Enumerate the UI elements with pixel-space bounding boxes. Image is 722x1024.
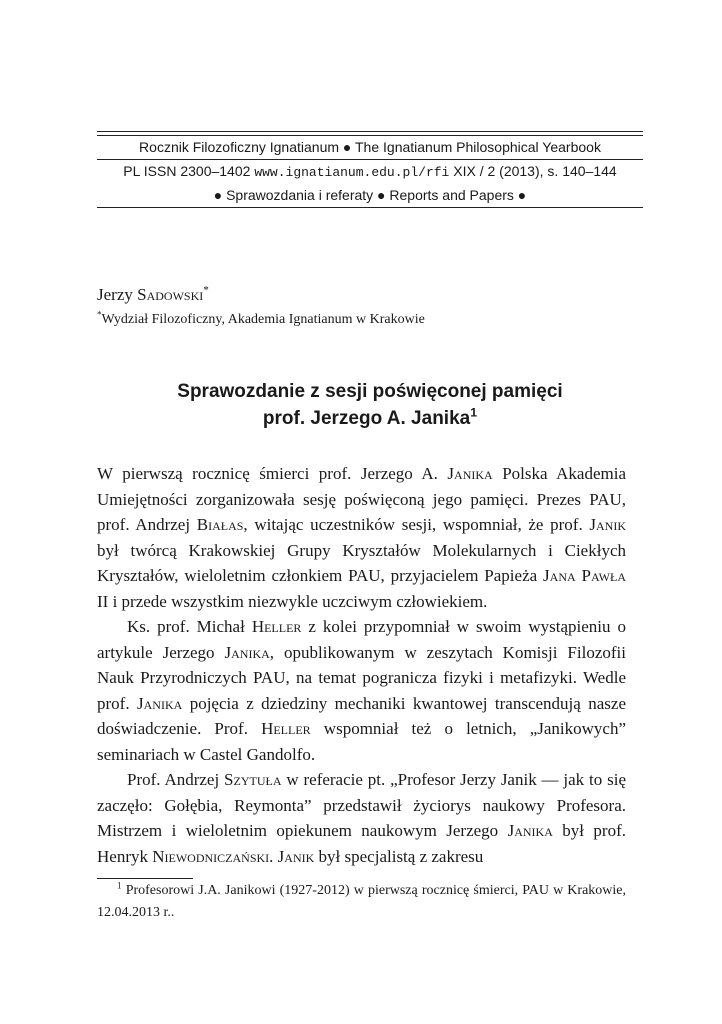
footnote-text: Profesorowi J.A. Janikowi (1927-2012) w pierwszą rocznicę śmierci, PAU w Krakowie, 12.04.2013 r.. bbox=[97, 883, 627, 920]
name-small-caps: Szytuła bbox=[224, 770, 282, 789]
author-first-name: Jerzy bbox=[97, 285, 133, 304]
journal-header bbox=[97, 131, 643, 208]
text-run: pojęcia z dziedziny mechaniki kwantowej transcendują nasze doświadczenie. Prof. bbox=[97, 693, 626, 738]
name-small-caps: Janik bbox=[589, 515, 626, 534]
name-small-caps: Heller bbox=[251, 617, 302, 636]
journal-issue-line bbox=[97, 160, 643, 184]
name-small-caps: Janika bbox=[224, 642, 270, 662]
text-run: był twórcą Krakowskiej Grupy Kryształów Molekularnych i Ciekłych Kryształów, wieloletnim członkiem PAU, przyjacielem Papieża bbox=[97, 540, 626, 585]
text-run: Prof. Andrzej bbox=[127, 770, 225, 789]
footnote-reference[interactable]: 1 bbox=[470, 405, 478, 420]
text-run: był prof. Henryk bbox=[97, 821, 627, 866]
text-run: , witając uczestników sesji, wspomniał, że prof. bbox=[243, 515, 590, 534]
footnote-number-wrap bbox=[97, 880, 126, 898]
author-mark: * bbox=[203, 284, 209, 297]
text-run: II i przede wszystkim niezwykle uczciwym człowiekiem. bbox=[97, 591, 488, 611]
name-small-caps: Niewodniczański bbox=[152, 846, 270, 866]
title-line-2 bbox=[97, 405, 643, 432]
footnote-rule bbox=[97, 878, 193, 879]
issn: PL ISSN 2300–1402 bbox=[123, 163, 251, 179]
name-small-caps: Heller bbox=[261, 719, 311, 738]
name-small-caps: Jana Pawła bbox=[543, 566, 626, 585]
author-surname: Sadowski bbox=[137, 285, 204, 304]
name-small-caps: Janika bbox=[137, 693, 183, 713]
text-run: z kolei przypomniał w swoim wystąpieniu o artykule Jerzego bbox=[97, 617, 626, 662]
text-run: W pierwszą rocznicę śmierci prof. Jerzego A. bbox=[97, 464, 448, 483]
affiliation-mark: * bbox=[97, 309, 102, 320]
paragraph-2 bbox=[97, 614, 626, 767]
paragraph-3 bbox=[97, 767, 626, 869]
text-run: wspomniał też o letnich, „Janikowych” seminariach w Castel Gandolfo. bbox=[97, 719, 626, 764]
footnote-number: 1 bbox=[117, 880, 122, 891]
title-line-2-text: prof. Jerzego A. Janika bbox=[262, 408, 471, 429]
affiliation-text: Wydział Filozoficzny, Akademia Ignatianum w Krakowie bbox=[101, 312, 425, 327]
author-affiliation bbox=[97, 310, 425, 330]
title-line-1: Sprawozdanie z sesji poświęconej pamięci bbox=[177, 381, 563, 402]
text-run: . bbox=[269, 846, 278, 866]
journal-title-line: Rocznik Filozoficzny Ignatianum ● The Ignatianum Philosophical Yearbook bbox=[139, 139, 601, 155]
text-run: , opublikowanym w zeszytach Komisji Filozofii Nauk Przyrodniczych PAU, na temat pogranicza fizyki i metafizyki. Wedle prof. bbox=[97, 642, 626, 713]
text-run: Polska Akademia Umiejętności zorganizowała sesję poświęconą jego pamięci. Prezes PAU, prof. Andrzej bbox=[97, 464, 626, 534]
author-name bbox=[97, 283, 425, 307]
text-run: był specjalistą z zakresu bbox=[314, 846, 484, 866]
text-run: Ks. prof. Michał bbox=[127, 617, 252, 636]
article-title bbox=[97, 378, 643, 432]
author-block bbox=[97, 283, 425, 330]
article-body bbox=[97, 461, 626, 869]
footnote bbox=[97, 880, 626, 924]
issue-info: XIX / 2 (2013), s. 140–144 bbox=[453, 163, 617, 179]
paragraph-1 bbox=[97, 461, 626, 614]
name-small-caps: Janika bbox=[507, 821, 553, 840]
name-small-caps: Białas bbox=[196, 515, 244, 534]
journal-url[interactable]: www.ignatianum.edu.pl/rfi bbox=[254, 165, 450, 180]
name-small-caps: Janik bbox=[277, 846, 315, 866]
name-small-caps: Janika bbox=[447, 464, 493, 483]
section-line: ● Sprawozdania i referaty ● Reports and Papers ● bbox=[213, 187, 527, 203]
header-bottom-rule bbox=[97, 207, 643, 208]
text-run: w referacie pt. „Profesor Jerzy Janik — jak to się zaczęło: Gołębia, Reymonta” przedstawił życiorys naukowy Profesora. Mistrzem i wieloletnim opiekunem naukowym Jerzego bbox=[97, 770, 626, 840]
